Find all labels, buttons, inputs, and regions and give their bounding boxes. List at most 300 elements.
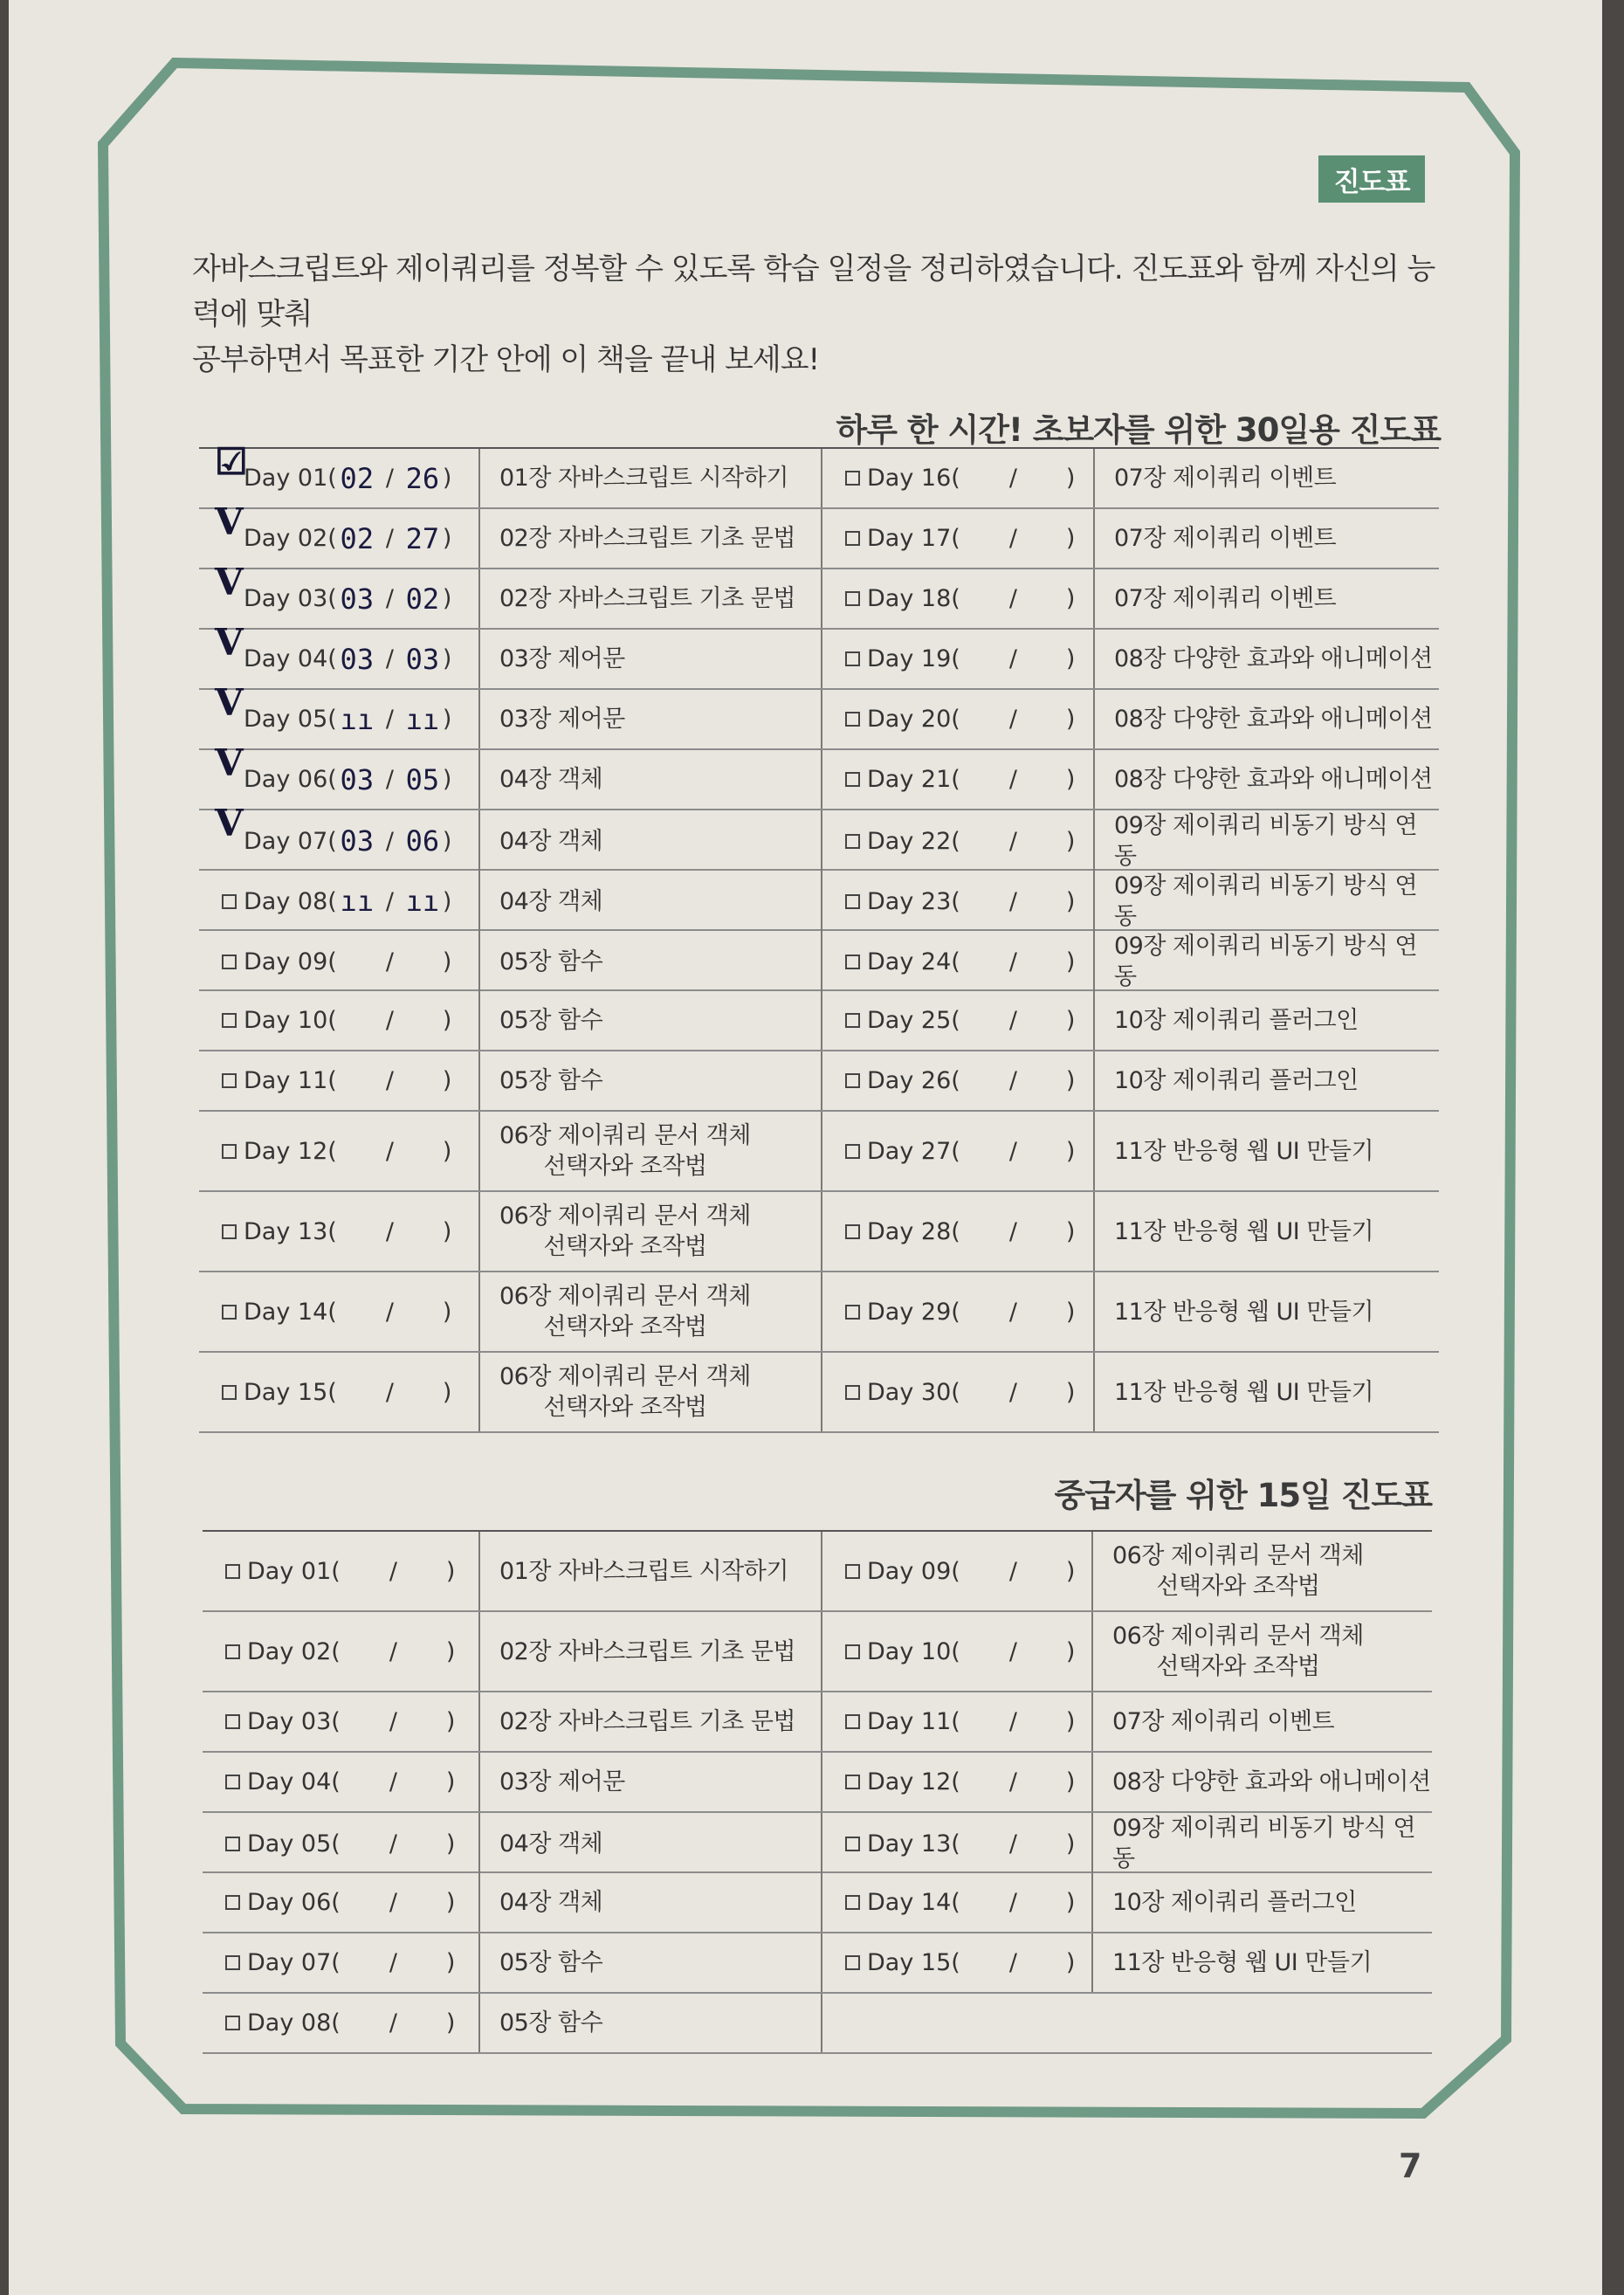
date-field[interactable]: ( / ) <box>951 827 1076 855</box>
date-field[interactable]: ( / ) <box>331 1830 456 1857</box>
chapter-cell <box>480 1051 822 1110</box>
date-month: ıı <box>340 885 375 918</box>
day-label: Day 01 <box>247 1557 332 1585</box>
day-cell <box>822 1813 1093 1874</box>
chapter-text <box>499 2008 602 2038</box>
checkbox[interactable] <box>222 1385 237 1400</box>
date-slash: / <box>385 766 394 793</box>
chapter-line: 09장 제이쿼리 비동기 방식 연동 <box>1114 933 1418 990</box>
checkbox[interactable] <box>225 1644 240 1659</box>
chapter-cell <box>1095 991 1439 1050</box>
chapter-cell <box>1093 1933 1432 1992</box>
checkbox[interactable] <box>222 1013 237 1028</box>
day-cell <box>203 1933 480 1992</box>
day-cell <box>199 1192 480 1271</box>
chapter-line: 04장 객체 <box>499 827 603 855</box>
date-field[interactable]: ( / ) <box>951 1298 1076 1326</box>
day-label: Day 26 <box>867 1067 952 1094</box>
day-label: Day 06 <box>247 1889 332 1916</box>
date-slash: / <box>389 1768 397 1795</box>
day-label: Day 29 <box>867 1298 952 1326</box>
checkbox[interactable] <box>845 471 860 486</box>
chapter-text <box>1114 871 1439 932</box>
date-field[interactable]: ( / ) <box>951 706 1076 733</box>
date-slash: / <box>1008 1557 1017 1585</box>
checkbox[interactable] <box>845 1385 860 1400</box>
chapter-cell <box>480 871 822 932</box>
handwritten-check-mark: V <box>215 681 244 724</box>
day-cell <box>822 1353 1095 1431</box>
chapter-cell <box>1095 1272 1439 1351</box>
checkbox[interactable] <box>225 1564 240 1579</box>
chapter-line: 10장 제이쿼리 플러그인 <box>1112 1889 1357 1916</box>
date-slash: / <box>1008 1768 1017 1795</box>
checkbox[interactable] <box>222 1224 237 1239</box>
chapter-text <box>499 1947 602 1978</box>
checkbox[interactable] <box>222 955 237 969</box>
date-field[interactable]: ( / ) <box>951 1137 1076 1165</box>
day-label: Day 18 <box>867 585 952 612</box>
table-row <box>199 1353 1439 1433</box>
empty-cell <box>822 1994 1093 2052</box>
day-label: Day 21 <box>867 766 952 793</box>
checkbox[interactable] <box>225 1895 240 1910</box>
date-slash: / <box>389 1557 397 1585</box>
day-label: Day 25 <box>867 1007 952 1034</box>
day-label: Day 08 <box>244 887 328 915</box>
day-cell <box>822 1692 1093 1751</box>
chapter-cell <box>480 991 822 1050</box>
date-slash: / <box>1008 1637 1017 1665</box>
chapter-line: 05장 함수 <box>499 948 603 975</box>
chapter-cell <box>1095 810 1439 872</box>
chapter-text <box>1114 1136 1373 1167</box>
day-label: Day 11 <box>244 1067 328 1094</box>
date-field[interactable]: ( 03 / 06 ) <box>327 824 452 858</box>
date-day: 27 <box>405 521 440 555</box>
date-field[interactable]: ( / ) <box>331 1708 456 1735</box>
day-label: Day 02 <box>247 1637 332 1665</box>
chapter-text <box>1114 1005 1359 1036</box>
date-slash: / <box>1008 827 1017 855</box>
chapter-cell <box>1095 690 1439 748</box>
chapter-text <box>1114 1065 1359 1096</box>
checkbox[interactable] <box>222 1305 237 1320</box>
table-row <box>199 871 1439 931</box>
handwritten-check-mark: V <box>215 741 244 784</box>
checkbox[interactable] <box>845 1564 860 1579</box>
day-cell <box>822 1112 1095 1190</box>
day-label: Day 02 <box>244 525 328 552</box>
date-month: ıı <box>340 702 375 736</box>
chapter-text <box>499 1361 751 1423</box>
day-cell <box>822 1753 1093 1811</box>
date-field[interactable]: ( / ) <box>951 585 1076 612</box>
day-cell <box>822 1192 1095 1271</box>
chapter-text <box>1114 704 1433 734</box>
date-field[interactable]: ( / ) <box>951 1217 1076 1245</box>
date-field[interactable]: ( / ) <box>951 1768 1076 1795</box>
chapter-line: 선택자와 조작법 <box>543 1233 707 1260</box>
date-slash: / <box>385 645 394 672</box>
empty-cell <box>1093 1994 1432 2052</box>
day-label: Day 13 <box>244 1217 328 1245</box>
date-slash: / <box>1008 1949 1017 1976</box>
chapter-text <box>499 1201 751 1262</box>
date-slash: / <box>1008 766 1017 793</box>
chapter-text <box>1114 1377 1373 1408</box>
date-slash: / <box>1008 1007 1017 1034</box>
date-slash: / <box>389 1708 397 1735</box>
chapter-line: 08장 다양한 효과와 애니메이션 <box>1114 706 1433 733</box>
chapter-cell <box>1093 1532 1432 1610</box>
day-label: Day 15 <box>244 1378 328 1406</box>
checkbox[interactable] <box>845 651 860 666</box>
date-field[interactable]: ( / ) <box>327 948 452 975</box>
date-day: 02 <box>405 582 440 616</box>
day-cell <box>199 681 480 748</box>
date-field[interactable]: ( / ) <box>331 1949 456 1976</box>
date-day: 05 <box>405 762 440 796</box>
checkbox[interactable] <box>845 1644 860 1659</box>
date-field[interactable]: ( / ) <box>327 1378 452 1406</box>
chapter-cell <box>1095 931 1439 992</box>
chapter-cell <box>1095 871 1439 932</box>
day-label: Day 24 <box>867 948 952 975</box>
date-field[interactable]: ( / ) <box>951 1067 1076 1094</box>
chapter-cell <box>1095 1192 1439 1271</box>
date-field[interactable]: ( / ) <box>951 1949 1076 1976</box>
date-field[interactable]: ( / ) <box>951 645 1076 672</box>
chapter-text <box>499 1829 602 1859</box>
date-slash: / <box>385 1007 394 1034</box>
day-cell <box>203 1753 480 1811</box>
date-month: 03 <box>340 762 375 796</box>
chapter-cell <box>480 1272 822 1351</box>
day-cell <box>822 991 1095 1050</box>
date-field[interactable]: ( ıı / ıı ) <box>327 702 452 736</box>
day-label: Day 01 <box>244 465 328 492</box>
chapter-line: 03장 제어문 <box>499 1768 625 1795</box>
date-day: 06 <box>405 824 440 858</box>
chapter-cell <box>1093 1813 1432 1874</box>
section-30-title: 하루 한 시간! 초보자를 위한 30일용 진도표 <box>836 411 1441 449</box>
chapter-cell <box>480 569 822 628</box>
checkbox[interactable] <box>225 1955 240 1970</box>
date-slash: / <box>385 1137 394 1165</box>
date-month: 02 <box>340 521 375 555</box>
chapter-text <box>499 523 795 554</box>
day-label: Day 07 <box>244 827 328 855</box>
date-field[interactable]: ( / ) <box>331 2009 456 2037</box>
day-label: Day 12 <box>244 1137 328 1165</box>
chapter-text <box>1112 1887 1357 1918</box>
chapter-cell <box>1095 509 1439 568</box>
chapter-line: 06장 제이쿼리 문서 객체 <box>1112 1542 1364 1569</box>
date-field[interactable]: ( ıı / ıı ) <box>327 885 452 918</box>
date-month: 03 <box>340 642 375 676</box>
chapter-cell <box>1093 1873 1432 1932</box>
date-slash: / <box>1008 1067 1017 1094</box>
date-slash: / <box>1008 465 1017 492</box>
checkbox[interactable] <box>222 1073 237 1088</box>
day-cell <box>203 1612 480 1691</box>
checkbox[interactable] <box>845 591 860 606</box>
chapter-text <box>499 1706 795 1737</box>
chapter-line: 06장 제이쿼리 문서 객체 <box>499 1122 751 1149</box>
handwritten-check-mark: V <box>215 561 244 603</box>
day-cell <box>822 569 1095 628</box>
date-slash: / <box>385 525 394 552</box>
table-row <box>199 1051 1439 1112</box>
date-field[interactable]: ( / ) <box>327 1217 452 1245</box>
day-cell <box>203 1873 480 1932</box>
date-field[interactable]: ( 03 / 05 ) <box>327 762 452 796</box>
day-label: Day 06 <box>244 766 328 793</box>
checkbox[interactable] <box>845 955 860 969</box>
date-slash: / <box>1008 645 1017 672</box>
date-month: 03 <box>340 582 375 616</box>
day-label: Day 19 <box>867 645 952 672</box>
chapter-line: 05장 함수 <box>499 1949 603 1976</box>
date-field[interactable]: ( / ) <box>951 1557 1076 1585</box>
chapter-cell <box>1095 1353 1439 1431</box>
chapter-line: 06장 제이쿼리 문서 객체 <box>499 1283 751 1310</box>
date-slash: / <box>1008 1830 1017 1857</box>
day-cell <box>199 871 480 932</box>
day-cell <box>199 1353 480 1431</box>
date-field[interactable]: ( / ) <box>327 1298 452 1326</box>
day-cell <box>199 741 480 809</box>
date-day: 26 <box>405 461 440 495</box>
chapter-cell <box>1095 449 1439 507</box>
chapter-cell <box>1095 1051 1439 1110</box>
chapter-line: 09장 제이쿼리 비동기 방식 연동 <box>1114 812 1418 870</box>
table-row <box>199 621 1439 690</box>
chapter-text <box>499 947 602 977</box>
chapter-line: 04장 객체 <box>499 887 603 915</box>
date-field[interactable]: ( / ) <box>327 1067 452 1094</box>
day-cell <box>822 449 1095 507</box>
chapter-cell <box>480 1873 822 1932</box>
date-field[interactable]: ( / ) <box>331 1889 456 1916</box>
handwritten-check-mark: V <box>215 500 244 543</box>
table-row <box>203 1753 1432 1813</box>
chapter-cell <box>1095 750 1439 809</box>
chapter-cell <box>480 1933 822 1992</box>
checkbox[interactable] <box>845 1224 860 1239</box>
chapter-text <box>499 1887 602 1918</box>
table-30-day <box>199 440 1439 1433</box>
day-cell <box>199 621 480 688</box>
day-cell <box>199 1272 480 1351</box>
day-label: Day 08 <box>247 2009 332 2037</box>
chapter-line: 11장 반응형 웹 UI 만들기 <box>1114 1137 1374 1165</box>
chapter-line: 선택자와 조작법 <box>1156 1573 1320 1600</box>
checkbox[interactable] <box>845 1714 860 1729</box>
chapter-text <box>499 583 795 614</box>
chapter-line: 02장 자바스크립트 기초 문법 <box>499 585 796 612</box>
date-slash: / <box>1008 1708 1017 1735</box>
chapter-line: 11장 반응형 웹 UI 만들기 <box>1112 1949 1373 1976</box>
chapter-cell <box>1093 1612 1432 1691</box>
checkbox[interactable] <box>845 531 860 546</box>
chapter-line: 07장 제이쿼리 이벤트 <box>1114 585 1337 612</box>
checkbox[interactable] <box>845 834 860 849</box>
chapter-line: 07장 제이쿼리 이벤트 <box>1114 465 1337 492</box>
chapter-text <box>499 1005 602 1036</box>
day-cell <box>822 1612 1093 1691</box>
checkbox[interactable] <box>845 1837 860 1851</box>
day-cell <box>822 630 1095 688</box>
chapter-cell <box>480 1612 822 1691</box>
date-slash: / <box>389 1637 397 1665</box>
checkbox[interactable] <box>845 1895 860 1910</box>
chapter-cell <box>480 931 822 992</box>
date-slash: / <box>385 948 394 975</box>
chapter-cell <box>480 1692 822 1751</box>
chapter-cell <box>1093 1753 1432 1811</box>
date-slash: / <box>385 1217 394 1245</box>
progress-chart-badge: 진도표 <box>1318 155 1425 203</box>
date-slash: / <box>1008 1298 1017 1326</box>
date-slash: / <box>389 1949 397 1976</box>
chapter-line: 07장 제이쿼리 이벤트 <box>1112 1708 1335 1735</box>
table-row <box>199 991 1439 1051</box>
checkbox[interactable] <box>222 894 237 909</box>
chapter-cell <box>480 1994 822 2052</box>
date-slash: / <box>1008 706 1017 733</box>
date-field[interactable]: ( / ) <box>327 1007 452 1034</box>
page-number: 7 <box>1399 2147 1422 2185</box>
date-slash: / <box>389 1889 397 1916</box>
chapter-text <box>1112 1767 1431 1797</box>
date-field[interactable]: ( / ) <box>951 766 1076 793</box>
handwritten-check-mark: ☑ <box>215 440 248 483</box>
chapter-text <box>1114 931 1439 992</box>
day-label: Day 03 <box>244 585 328 612</box>
date-field[interactable]: ( / ) <box>951 525 1076 552</box>
date-field[interactable]: ( / ) <box>951 1378 1076 1406</box>
day-cell <box>822 810 1095 872</box>
chapter-line: 11장 반응형 웹 UI 만들기 <box>1114 1298 1374 1326</box>
date-field[interactable]: ( 03 / 03 ) <box>327 642 452 676</box>
date-field[interactable]: ( / ) <box>331 1768 456 1795</box>
date-field[interactable]: ( / ) <box>327 1137 452 1165</box>
date-field[interactable]: ( / ) <box>951 465 1076 492</box>
checkbox[interactable] <box>845 1775 860 1789</box>
date-slash: / <box>1008 1889 1017 1916</box>
checkbox[interactable] <box>225 1775 240 1789</box>
date-field[interactable]: ( / ) <box>951 1007 1076 1034</box>
date-field[interactable]: ( / ) <box>951 948 1076 975</box>
chapter-text <box>1114 583 1336 614</box>
table-row <box>199 741 1439 810</box>
day-cell <box>199 440 480 507</box>
day-label: Day 03 <box>247 1708 332 1735</box>
table-row <box>199 931 1439 991</box>
chapter-text <box>499 704 625 734</box>
table-15-day <box>203 1530 1432 2054</box>
checkbox[interactable] <box>225 2016 240 2030</box>
chapter-text <box>1114 523 1336 554</box>
day-cell <box>822 1873 1093 1932</box>
chapter-cell <box>480 1813 822 1874</box>
date-field[interactable]: ( / ) <box>951 887 1076 915</box>
date-slash: / <box>385 1298 394 1326</box>
checkbox[interactable] <box>845 1073 860 1088</box>
chapter-text <box>499 1065 602 1096</box>
date-month: 03 <box>340 824 375 858</box>
date-field[interactable]: ( / ) <box>951 1637 1076 1665</box>
chapter-text <box>1114 644 1433 674</box>
chapter-line: 선택자와 조작법 <box>1156 1653 1320 1680</box>
day-cell <box>822 931 1095 992</box>
checkbox[interactable] <box>845 1955 860 1970</box>
date-field[interactable]: ( / ) <box>951 1708 1076 1735</box>
chapter-text <box>1114 1216 1373 1247</box>
day-label: Day 04 <box>244 645 328 672</box>
chapter-line: 02장 자바스크립트 기초 문법 <box>499 525 796 552</box>
table-row <box>203 1873 1432 1933</box>
date-slash: / <box>1008 1217 1017 1245</box>
table-row <box>199 561 1439 630</box>
chapter-line: 05장 함수 <box>499 1007 603 1034</box>
chapter-line: 05장 함수 <box>499 1067 603 1094</box>
checkbox[interactable] <box>845 712 860 727</box>
chapter-text <box>499 1637 795 1667</box>
date-slash: / <box>385 1067 394 1094</box>
checkbox[interactable] <box>845 894 860 909</box>
checkbox[interactable] <box>845 772 860 787</box>
date-slash: / <box>1008 948 1017 975</box>
chapter-cell <box>480 1192 822 1271</box>
chapter-line: 03장 제어문 <box>499 706 625 733</box>
day-cell <box>822 750 1095 809</box>
date-field[interactable]: ( / ) <box>331 1557 456 1585</box>
day-cell <box>822 1532 1093 1610</box>
day-cell <box>199 931 480 992</box>
chapter-text <box>499 1767 625 1797</box>
checkbox[interactable] <box>225 1714 240 1729</box>
day-label: Day 15 <box>867 1949 952 1976</box>
date-field[interactable]: ( / ) <box>951 1830 1076 1857</box>
checkbox[interactable] <box>845 1144 860 1159</box>
checkbox[interactable] <box>225 1837 240 1851</box>
date-field[interactable]: ( / ) <box>331 1637 456 1665</box>
day-label: Day 16 <box>867 465 952 492</box>
checkbox[interactable] <box>845 1013 860 1028</box>
chapter-text <box>1114 764 1433 795</box>
day-label: Day 05 <box>247 1830 332 1857</box>
date-field[interactable]: ( 02 / 26 ) <box>327 461 452 495</box>
day-label: Day 14 <box>867 1889 952 1916</box>
date-field[interactable]: ( / ) <box>951 1889 1076 1916</box>
chapter-line: 02장 자바스크립트 기초 문법 <box>499 1637 796 1665</box>
table-row <box>199 1272 1439 1353</box>
date-field[interactable]: ( 02 / 27 ) <box>327 521 452 555</box>
day-label: Day 09 <box>244 948 328 975</box>
table-row <box>203 1532 1432 1612</box>
chapter-text <box>499 644 625 674</box>
checkbox[interactable] <box>845 1305 860 1320</box>
checkbox[interactable] <box>222 1144 237 1159</box>
day-label: Day 11 <box>867 1708 952 1735</box>
day-label: Day 10 <box>867 1637 952 1665</box>
date-field[interactable]: ( 03 / 02 ) <box>327 582 452 616</box>
date-slash: / <box>385 887 394 915</box>
chapter-text <box>1114 810 1439 872</box>
